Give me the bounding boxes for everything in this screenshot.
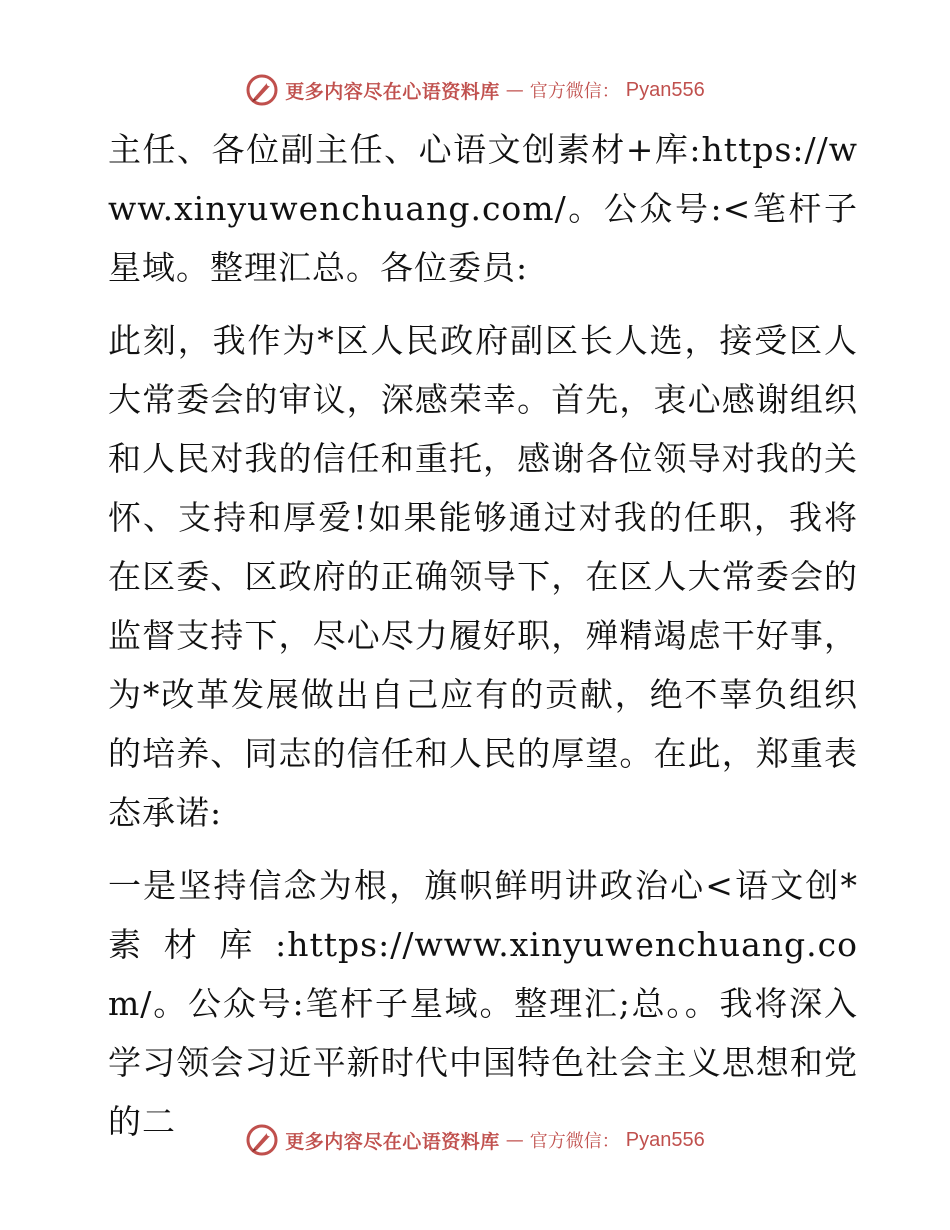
- pen-logo-icon: [245, 73, 279, 107]
- paragraph-opening: 此刻，我作为*区人民政府副区长人选，接受区人大常委会的审议，深感荣幸。首先，衷心感谢组织和人民对我的信任和重托，感谢各位领导对我的关怀、支持和厚爱!如果能够通过对我的任职，我将在区委、区政府的正确领导下，在区人大常委会的监督支持下，尽心尽力履好职，殚精竭虑干好事，为*改革发展做出自己应有的贡献，绝不辜负组织的培养、同志的信任和人民的厚望。在此，郑重表态承诺:: [108, 321, 858, 832]
- header-site-name: 更多内容尽在心语资料库: [285, 80, 500, 103]
- footer-wechat-id: Pyan556: [625, 1128, 705, 1151]
- footer-wechat-label: 官方微信：: [529, 1131, 620, 1152]
- document-body: [98, 120, 858, 1151]
- paragraph-salutation: 主任、各位副主任、心语文创素材+库:https://www.xinyuwenchuang.com/。公众号:<笔杆子星域。整理汇总。各位委员:: [108, 130, 858, 287]
- header-dash: —: [505, 79, 524, 101]
- header-wechat-id: Pyan556: [625, 78, 705, 101]
- paragraph-point-one: 一是坚持信念为根，旗帜鲜明讲政治心<语文创*素材库:https://www.xinyuwenchuang.com/。公众号:笔杆子星域。整理汇;总。。我将深入学习领会习近平新时代中国特色社会主义思想和党的二: [108, 866, 858, 1141]
- footer-site-name: 更多内容尽在心语资料库: [285, 1130, 500, 1153]
- header-wechat-label: 官方微信：: [529, 81, 620, 102]
- header-banner: [0, 70, 950, 110]
- footer-banner: [0, 1120, 950, 1160]
- footer-dash: —: [505, 1129, 524, 1151]
- pen-logo-icon: [245, 1123, 279, 1157]
